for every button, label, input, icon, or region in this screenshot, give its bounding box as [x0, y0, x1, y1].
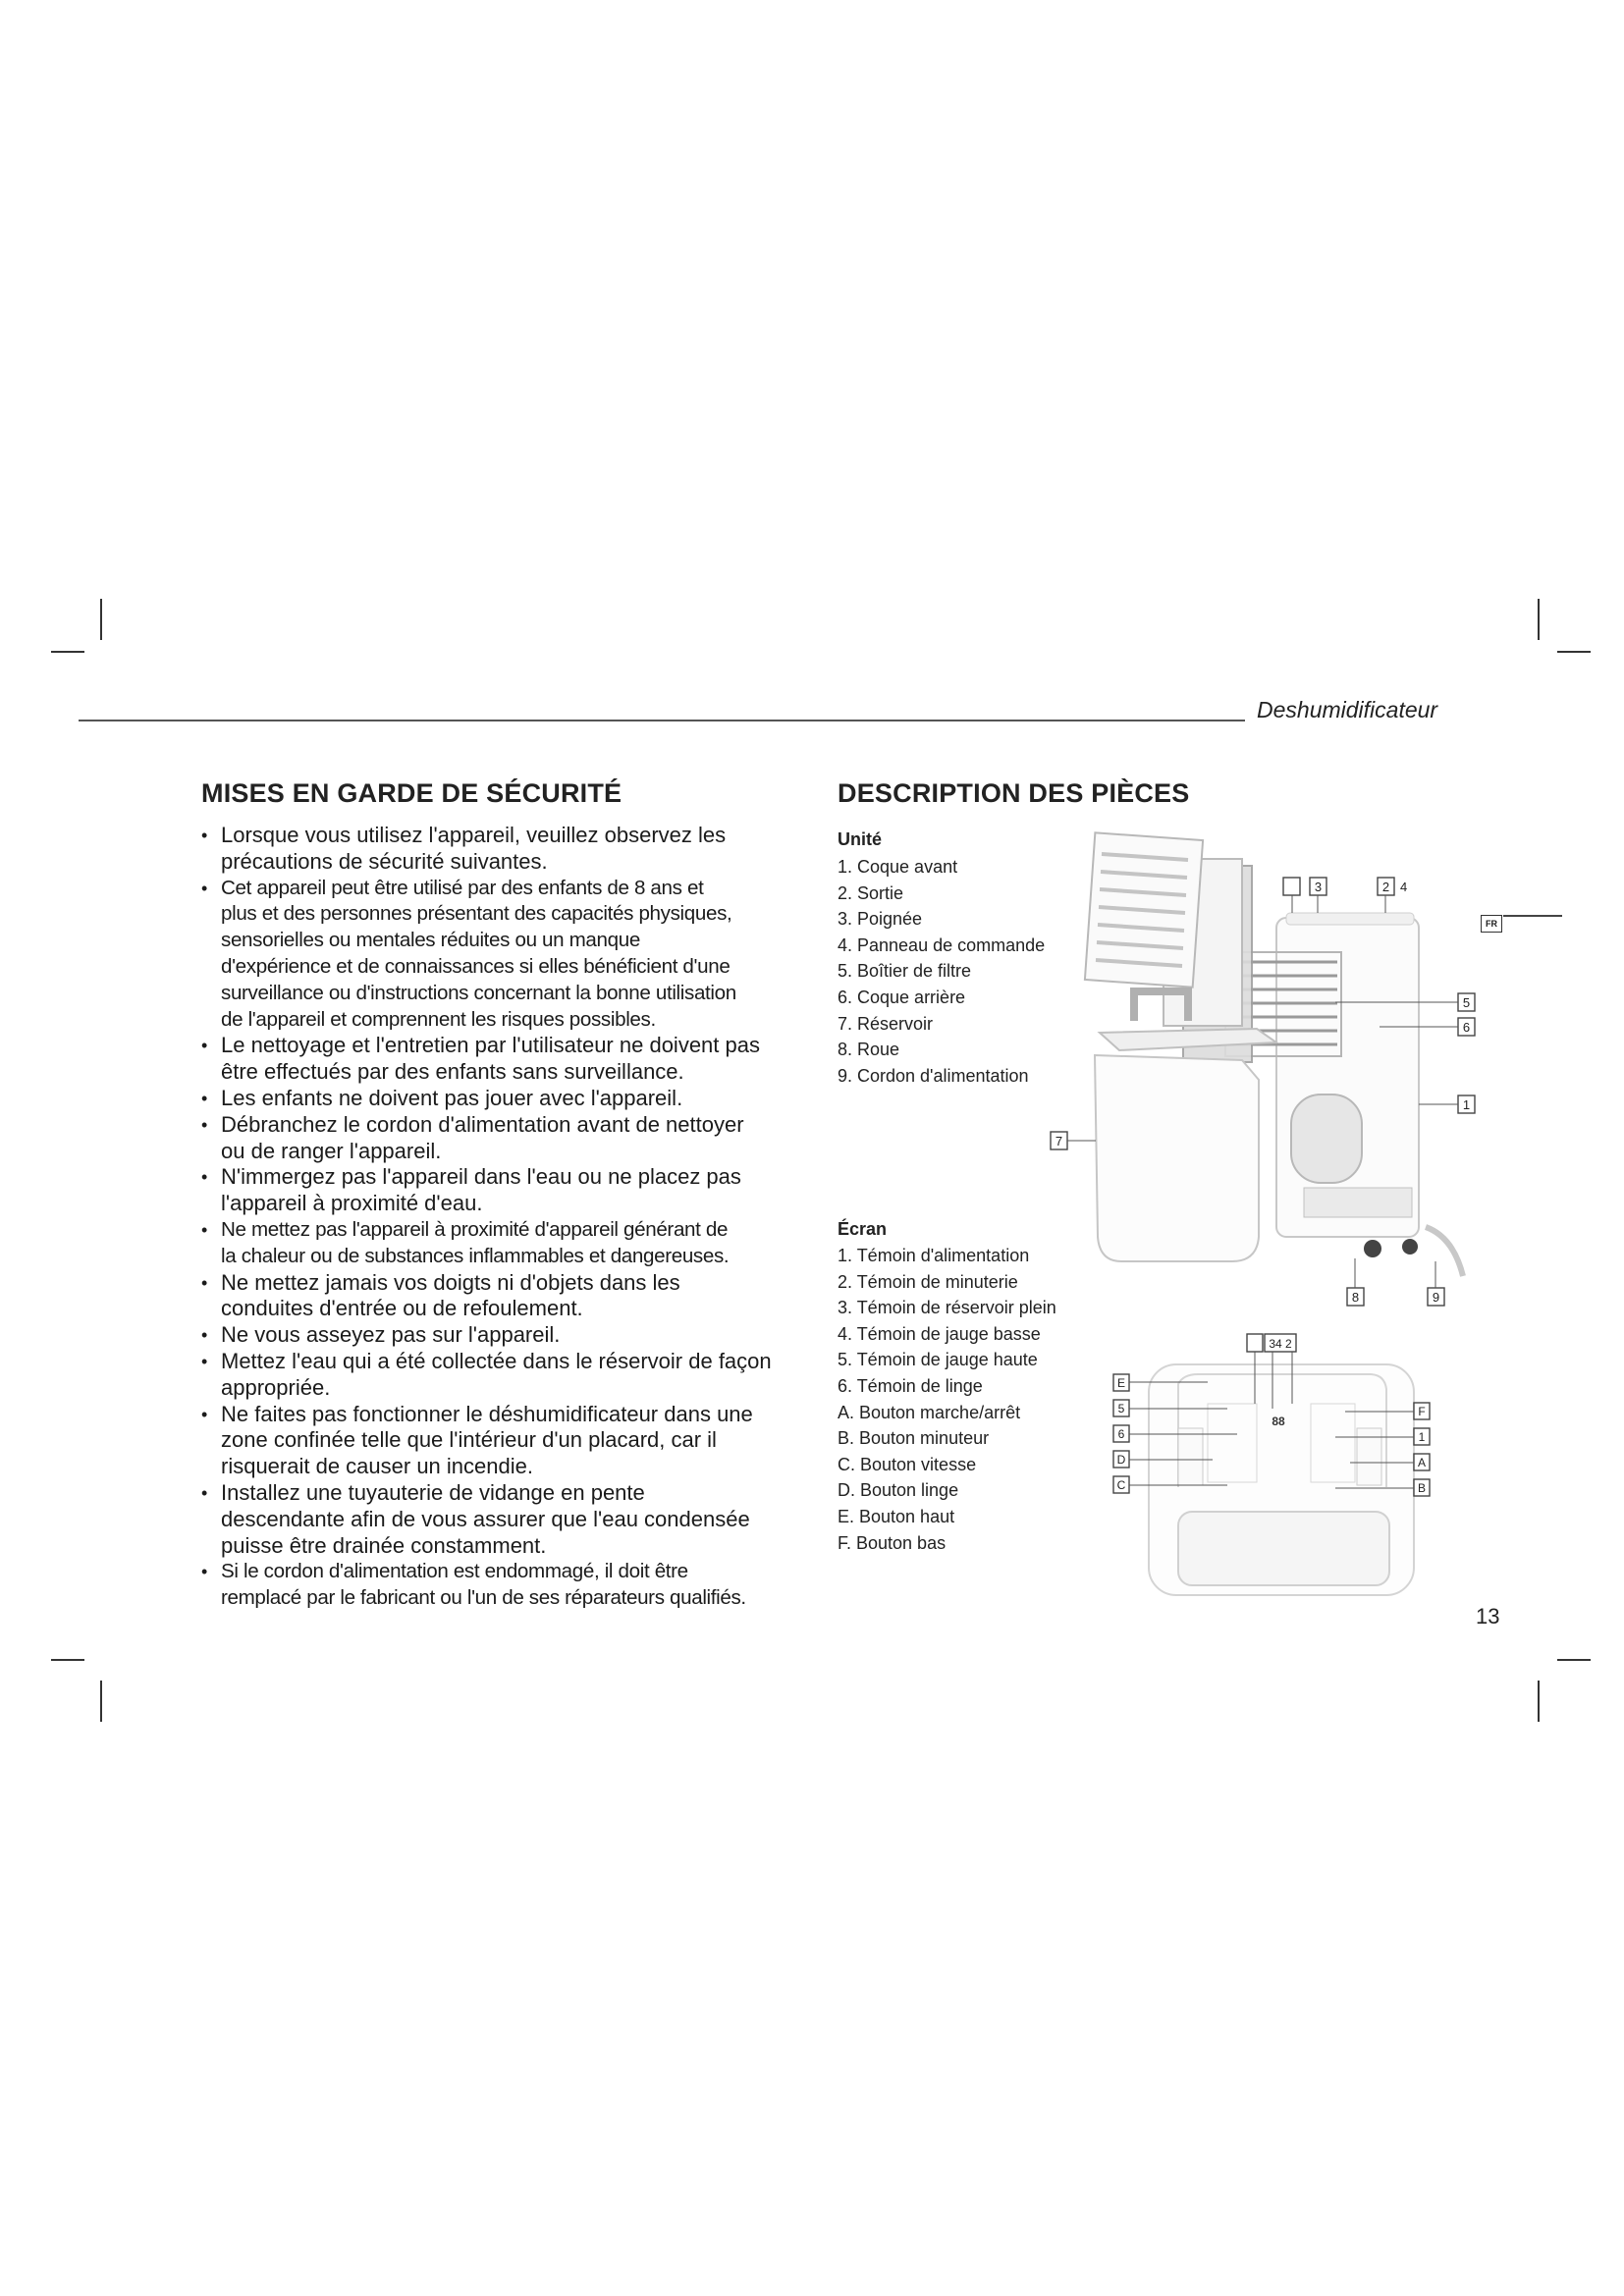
parts-heading: DESCRIPTION DES PIÈCES [838, 778, 1190, 808]
callout-3: 3 [1314, 880, 1323, 894]
list-item: 3. Témoin de réservoir plein [838, 1298, 1056, 1318]
callout-1: 1 [1462, 1097, 1471, 1112]
bullet-item: • Les enfants ne doivent pas jouer avec l'appareil. [201, 1086, 810, 1112]
bullet-item: • Débranchez le cordon d'alimentation avant de nettoyer ou de ranger l'appareil. [201, 1112, 810, 1165]
bullet-item: • Mettez l'eau qui a été collectée dans le réservoir de façon appropriée. [201, 1349, 810, 1402]
panel-callout-C: C [1116, 1478, 1126, 1492]
dehumidifier-diagram [1041, 815, 1502, 1325]
list-item: C. Bouton vitesse [838, 1454, 977, 1474]
crop-mark [1538, 1681, 1540, 1722]
control-panel-diagram [1100, 1330, 1453, 1610]
list-item: 6. Coque arrière [838, 987, 966, 1007]
panel-top-callouts: 34 2 [1269, 1337, 1292, 1351]
callout-7: 7 [1055, 1134, 1063, 1148]
list-item: 1. Coque avant [838, 857, 958, 877]
list-item: 7. Réservoir [838, 1013, 934, 1034]
panel-callout-F: F [1418, 1405, 1426, 1418]
bullet-item: • Ne mettez pas l'appareil à proximité d'appareil générant de la chaleur ou de substances inflammables et dangereuses. [201, 1217, 810, 1270]
list-item: F. Bouton bas [838, 1532, 947, 1553]
callout-9: 9 [1432, 1290, 1440, 1305]
list-item: 2. Témoin de minuterie [838, 1271, 1018, 1292]
bullet-item: • N'immergez pas l'appareil dans l'eau ou ne placez pas l'appareil à proximité d'eau. [201, 1164, 810, 1217]
unit-parts-list [838, 854, 1063, 1089]
unit-subheading: Unité [838, 829, 882, 849]
list-item: 5. Boîtier de filtre [838, 961, 972, 982]
list-item: 4. Panneau de commande [838, 934, 1046, 955]
bullet-item: • Installez une tuyauterie de vidange en pente descendante afin de vous assurer que l'eau condensée puisse être drainée constamment. [201, 1480, 810, 1559]
panel-callout-1: 1 [1418, 1430, 1426, 1444]
page-number: 13 [1476, 1604, 1500, 1629]
crop-mark [51, 651, 84, 653]
panel-callout-B: B [1417, 1481, 1427, 1495]
panel-callout-D: D [1116, 1453, 1126, 1467]
panel-callout-5: 5 [1117, 1402, 1125, 1415]
list-item: D. Bouton linge [838, 1480, 959, 1501]
crop-mark [100, 599, 102, 640]
crop-mark [1557, 651, 1591, 653]
screen-parts-list [838, 1243, 1063, 1556]
bullet-item: • Si le cordon d'alimentation est endommagé, il doit être remplacé par le fabricant ou l'un de ses réparateurs qualifiés. [201, 1559, 810, 1612]
safety-list [201, 823, 810, 1612]
list-item: 3. Poignée [838, 909, 923, 930]
running-title: Deshumidificateur [1257, 697, 1438, 722]
callout-2: 2 [1381, 880, 1390, 894]
crop-mark [100, 1681, 102, 1722]
bullet-item: • Lorsque vous utilisez l'appareil, veuillez observez les précautions de sécurité suivantes. [201, 823, 810, 876]
bullet-item: • Ne vous asseyez pas sur l'appareil. [201, 1322, 810, 1349]
header-rule [79, 720, 1245, 721]
list-item: 9. Cordon d'alimentation [838, 1065, 1029, 1086]
callout-8: 8 [1351, 1290, 1360, 1305]
bullet-item: • Ne mettez jamais vos doigts ni d'objets dans les conduites d'entrée ou de refoulement. [201, 1270, 810, 1323]
list-item: B. Bouton minuteur [838, 1428, 990, 1449]
bullet-item: • Le nettoyage et l'entretien par l'utilisateur ne doivent pas être effectués par des enfants sans surveillance. [201, 1033, 810, 1086]
panel-callout-6: 6 [1117, 1427, 1125, 1441]
callout-4: 4 [1400, 880, 1408, 894]
language-tab: FR [1481, 915, 1502, 933]
bullet-item: • Ne faites pas fonctionner le déshumidificateur dans une zone confinée telle que l'intérieur d'un placard, car il risquerait de causer un incendie. [201, 1402, 810, 1480]
list-item: A. Bouton marche/arrêt [838, 1402, 1021, 1422]
callout-box-blank [1283, 878, 1300, 895]
crop-mark [1557, 1659, 1591, 1661]
list-item: 2. Sortie [838, 882, 904, 903]
list-item: 4. Témoin de jauge basse [838, 1323, 1041, 1344]
list-item: 1. Témoin d'alimentation [838, 1246, 1030, 1265]
panel-callout-A: A [1417, 1456, 1427, 1469]
tab-rule [1503, 915, 1562, 917]
bullet-item: • Cet appareil peut être utilisé par des enfants de 8 ans et plus et des personnes présentant des capacités physiques, sensorielles ou mentales réduites ou un manque d'expérience et de connaissances si elles bénéficient d'une surveillance ou d'instructions concernant la bonne utilisation de l'appareil et comprennent les risques possibles. [201, 876, 810, 1034]
panel-display: 88 [1272, 1415, 1285, 1428]
crop-mark [1538, 599, 1540, 640]
list-item: 6. Témoin de linge [838, 1375, 983, 1396]
crop-mark [51, 1659, 84, 1661]
panel-callout-E: E [1116, 1376, 1126, 1390]
list-item: E. Bouton haut [838, 1506, 955, 1526]
callout-5: 5 [1462, 995, 1471, 1010]
screen-subheading: Écran [838, 1219, 888, 1239]
list-item: 5. Témoin de jauge haute [838, 1350, 1038, 1370]
safety-heading: MISES EN GARDE DE SÉCURITÉ [201, 778, 623, 808]
list-item: 8. Roue [838, 1040, 900, 1060]
callout-6: 6 [1462, 1020, 1471, 1035]
